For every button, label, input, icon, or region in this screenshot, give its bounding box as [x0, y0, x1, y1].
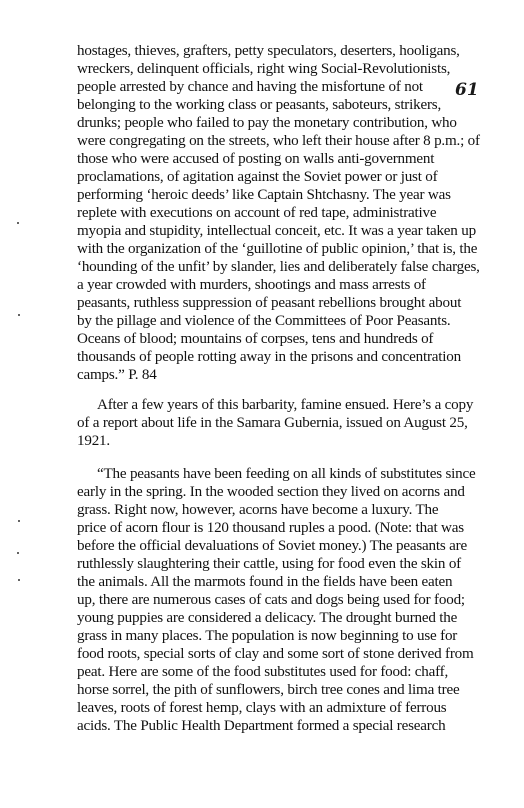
text-line: peat. Here are some of the food substitutes used for food: chaff, — [77, 664, 449, 680]
text-line: up, there are numerous cases of cats and dogs being used for food; — [77, 592, 465, 608]
text-line: ‘hounding of the unfit’ by slander, lies and deliberately false charges, — [77, 259, 480, 275]
scan-speck — [17, 222, 19, 224]
text-line: 1921. — [77, 433, 110, 449]
text-line: were congregating on the streets, who left their house after 8 p.m.; of — [77, 133, 480, 149]
text-line: “The peasants have been feeding on all kinds of substitutes since — [97, 466, 476, 482]
text-line: the animals. All the marmots found in the fields have been eaten — [77, 574, 453, 590]
text-line: proclamations, of agitation against the Soviet power or just of — [77, 169, 438, 185]
text-line: people arrested by chance and having the misfortune of not — [77, 79, 423, 95]
text-line: young puppies are considered a delicacy. The drought burned the — [77, 610, 458, 626]
page-number: 61 — [455, 80, 479, 100]
text-line: by the pillage and violence of the Committees of Poor Peasants. — [77, 313, 451, 329]
scan-speck — [17, 552, 19, 554]
text-line: myopia and stupidity, intellectual conceit, etc. It was a year taken up — [77, 223, 476, 239]
text-line: drunks; people who failed to pay the monetary contribution, who — [77, 115, 457, 131]
text-line: leaves, roots of forest hemp, clays with an admixture of ferrous — [77, 700, 447, 716]
text-line: thousands of people rotting away in the prisons and concentration — [77, 349, 461, 365]
text-line: of a report about life in the Samara Gubernia, issued on August 25, — [77, 415, 468, 431]
text-line: Oceans of blood; mountains of corpses, tens and hundreds of — [77, 331, 434, 347]
text-line: grass in many places. The population is now beginning to use for — [77, 628, 458, 644]
text-line: ruthlessly slaughtering their cattle, using for food even the skin of — [77, 556, 461, 572]
text-line: hostages, thieves, grafters, petty speculators, deserters, hooligans, — [77, 43, 460, 59]
text-line: belonging to the working class or peasants, saboteurs, strikers, — [77, 97, 442, 113]
text-line: price of acorn flour is 120 thousand ruples a pood. (Note: that was — [77, 520, 464, 536]
text-line: a year crowded with murders, shootings and mass arrests of — [77, 277, 426, 293]
text-line: performing ‘heroic deeds’ like Captain Shtchasny. The year was — [77, 187, 451, 203]
text-line: peasants, ruthless suppression of peasant rebellions brought about — [77, 295, 462, 311]
text-line: wreckers, delinquent officials, right wing Social-Revolutionists, — [77, 61, 451, 77]
text-line: early in the spring. In the wooded section they lived on acorns and — [77, 484, 465, 500]
text-line: horse sorrel, the pith of sunflowers, birch tree cones and lima tree — [77, 682, 460, 698]
text-line: grass. Right now, however, acorns have become a luxury. The — [77, 502, 439, 518]
text-line: acids. The Public Health Department formed a special research — [77, 718, 446, 734]
text-line: before the official devaluations of Soviet money.) The peasants are — [77, 538, 467, 554]
text-line: those who were accused of posting on walls anti-government — [77, 151, 435, 167]
text-line: with the organization of the ‘guillotine of public opinion,’ that is, the — [77, 241, 478, 257]
text-line: After a few years of this barbarity, famine ensued. Here’s a copy — [97, 397, 474, 413]
text-line: food roots, special sorts of clay and some sort of stone derived from — [77, 646, 474, 662]
scan-speck — [18, 520, 20, 522]
text-line: replete with executions on account of red tape, administrative — [77, 205, 437, 221]
scan-speck — [18, 314, 20, 316]
scan-speck — [18, 579, 20, 581]
text-line: camps.” P. 84 — [77, 367, 157, 383]
